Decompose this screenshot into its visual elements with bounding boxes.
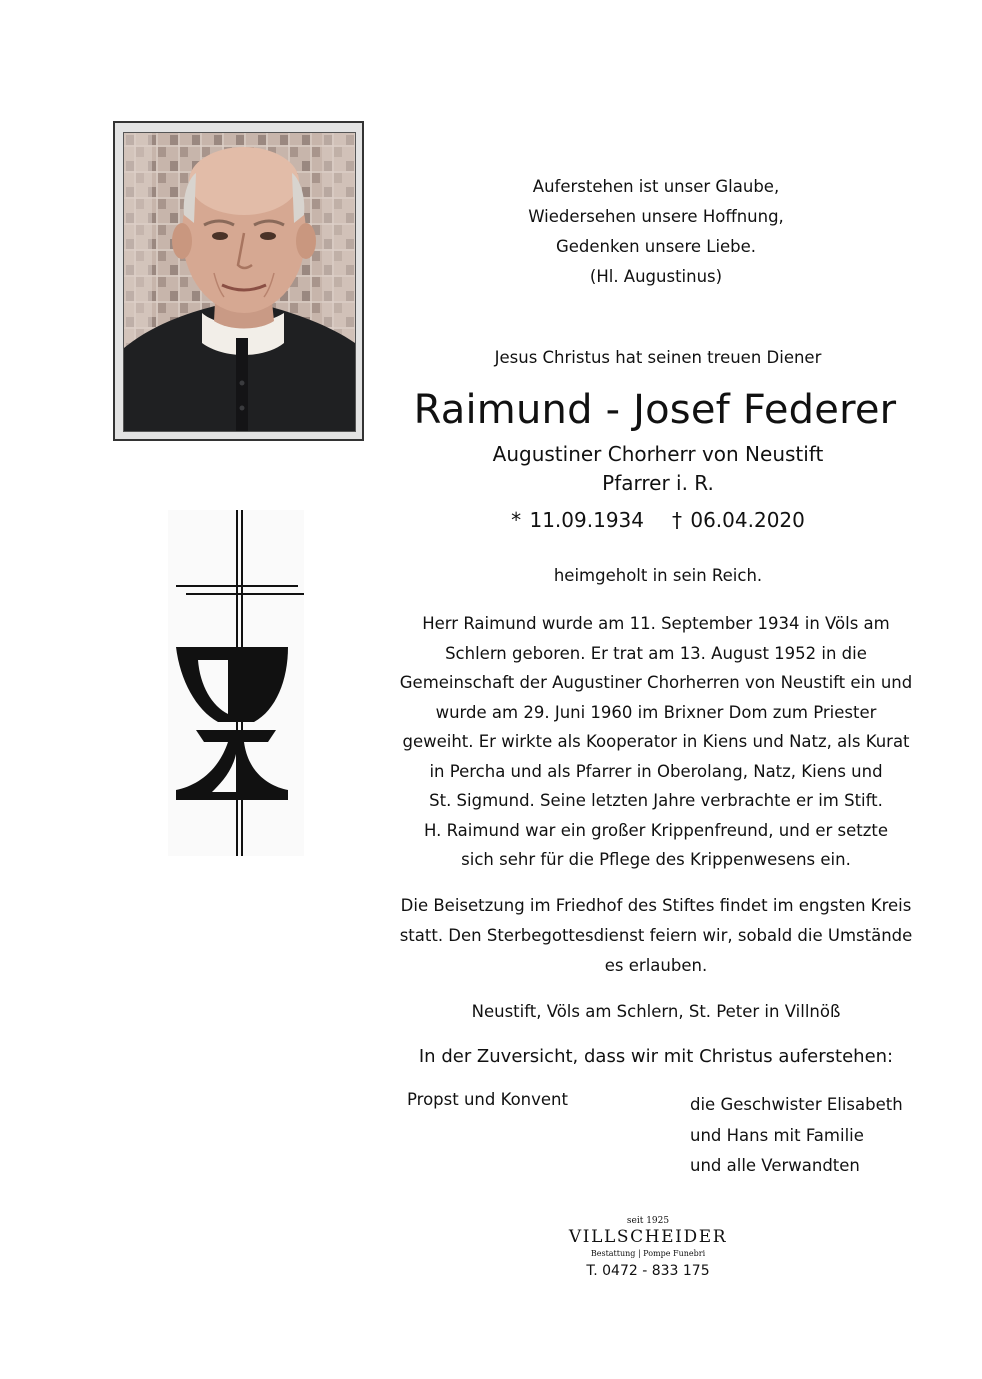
quote-attribution: (Hl. Augustinus) [589,267,723,286]
bio-line: Gemeinschaft der Augustiner Chorherren von Neustift ein und [399,673,913,692]
footer-phone: T. 0472 - 833 175 [586,1263,710,1279]
deceased-name: Raimund - Josef Federer [413,387,897,433]
bio-line: wurde am 29. Juni 1960 im Brixner Dom zum Priester [435,702,877,722]
funeral-notice [398,891,914,981]
bio-line: St. Sigmund. Seine letzten Jahre verbrachte er im Stift. [429,791,883,810]
life-dates [420,508,896,532]
death-date: † 06.04.2020 [672,508,805,532]
birth-date: * 11.09.1934 [511,508,644,532]
footer-brand: VILLSCHEIDER [568,1227,728,1247]
mourner-line: und alle Verwandten [690,1156,860,1175]
biography [398,609,914,875]
intro-text: Jesus Christus hat seinen treuen Diener [494,348,822,367]
portrait-photo [123,132,356,432]
mourner-line: und Hans mit Familie [690,1125,864,1145]
subtitle-line: Pfarrer i. R. [602,471,714,495]
footer-brand-sub: Bestattung | Pompe Funebri [590,1249,706,1258]
quote-line: Wiedersehen unsere Hoffnung, [528,207,784,226]
funeral-line: Die Beisetzung im Friedhof des Stiftes findet im engsten Kreis [400,896,912,915]
bio-line: Schlern geboren. Er trat am 13. August 1952 in die [445,643,867,663]
footer-since: seit 1925 [626,1216,670,1226]
confidence-text: In der Zuversicht, dass wir mit Christus auferstehen: [418,1046,894,1067]
quote-block [470,172,842,292]
funeral-line: es erlauben. [604,956,708,975]
bio-line: Herr Raimund wurde am 11. September 1934 in Völs am [422,614,890,633]
cross-chalice-icon [168,510,304,856]
mourners-left: Propst und Konvent [407,1090,568,1109]
quote-line: Auferstehen ist unser Glaube, [532,177,780,196]
bio-line: H. Raimund war ein großer Krippenfreund, und er setzte [423,820,889,840]
mourner-line: die Geschwister Elisabeth [690,1095,903,1114]
called-home-text: heimgeholt in sein Reich. [553,566,763,585]
bio-line: in Percha und als Pfarrer in Oberolang, Natz, Kiens und [429,761,883,781]
portrait-image [124,133,355,431]
subtitle-line: Augustiner Chorherr von Neustift [492,442,824,466]
funeral-line: statt. Den Sterbegottesdienst feiern wir, sobald die Umstände [399,926,913,945]
deceased-subtitle [420,440,896,498]
places-text: Neustift, Völs am Schlern, St. Peter in Villnöß [471,1002,841,1021]
mourners-right [690,1090,903,1182]
funeral-home-footer [520,1216,776,1279]
bio-line: sich sehr für die Pflege des Krippenwesens ein. [461,850,851,869]
bio-line: geweiht. Er wirkte als Kooperator in Kiens und Natz, als Kurat [402,732,910,751]
portrait-photo-frame [113,121,364,441]
quote-line: Gedenken unsere Liebe. [555,237,757,256]
